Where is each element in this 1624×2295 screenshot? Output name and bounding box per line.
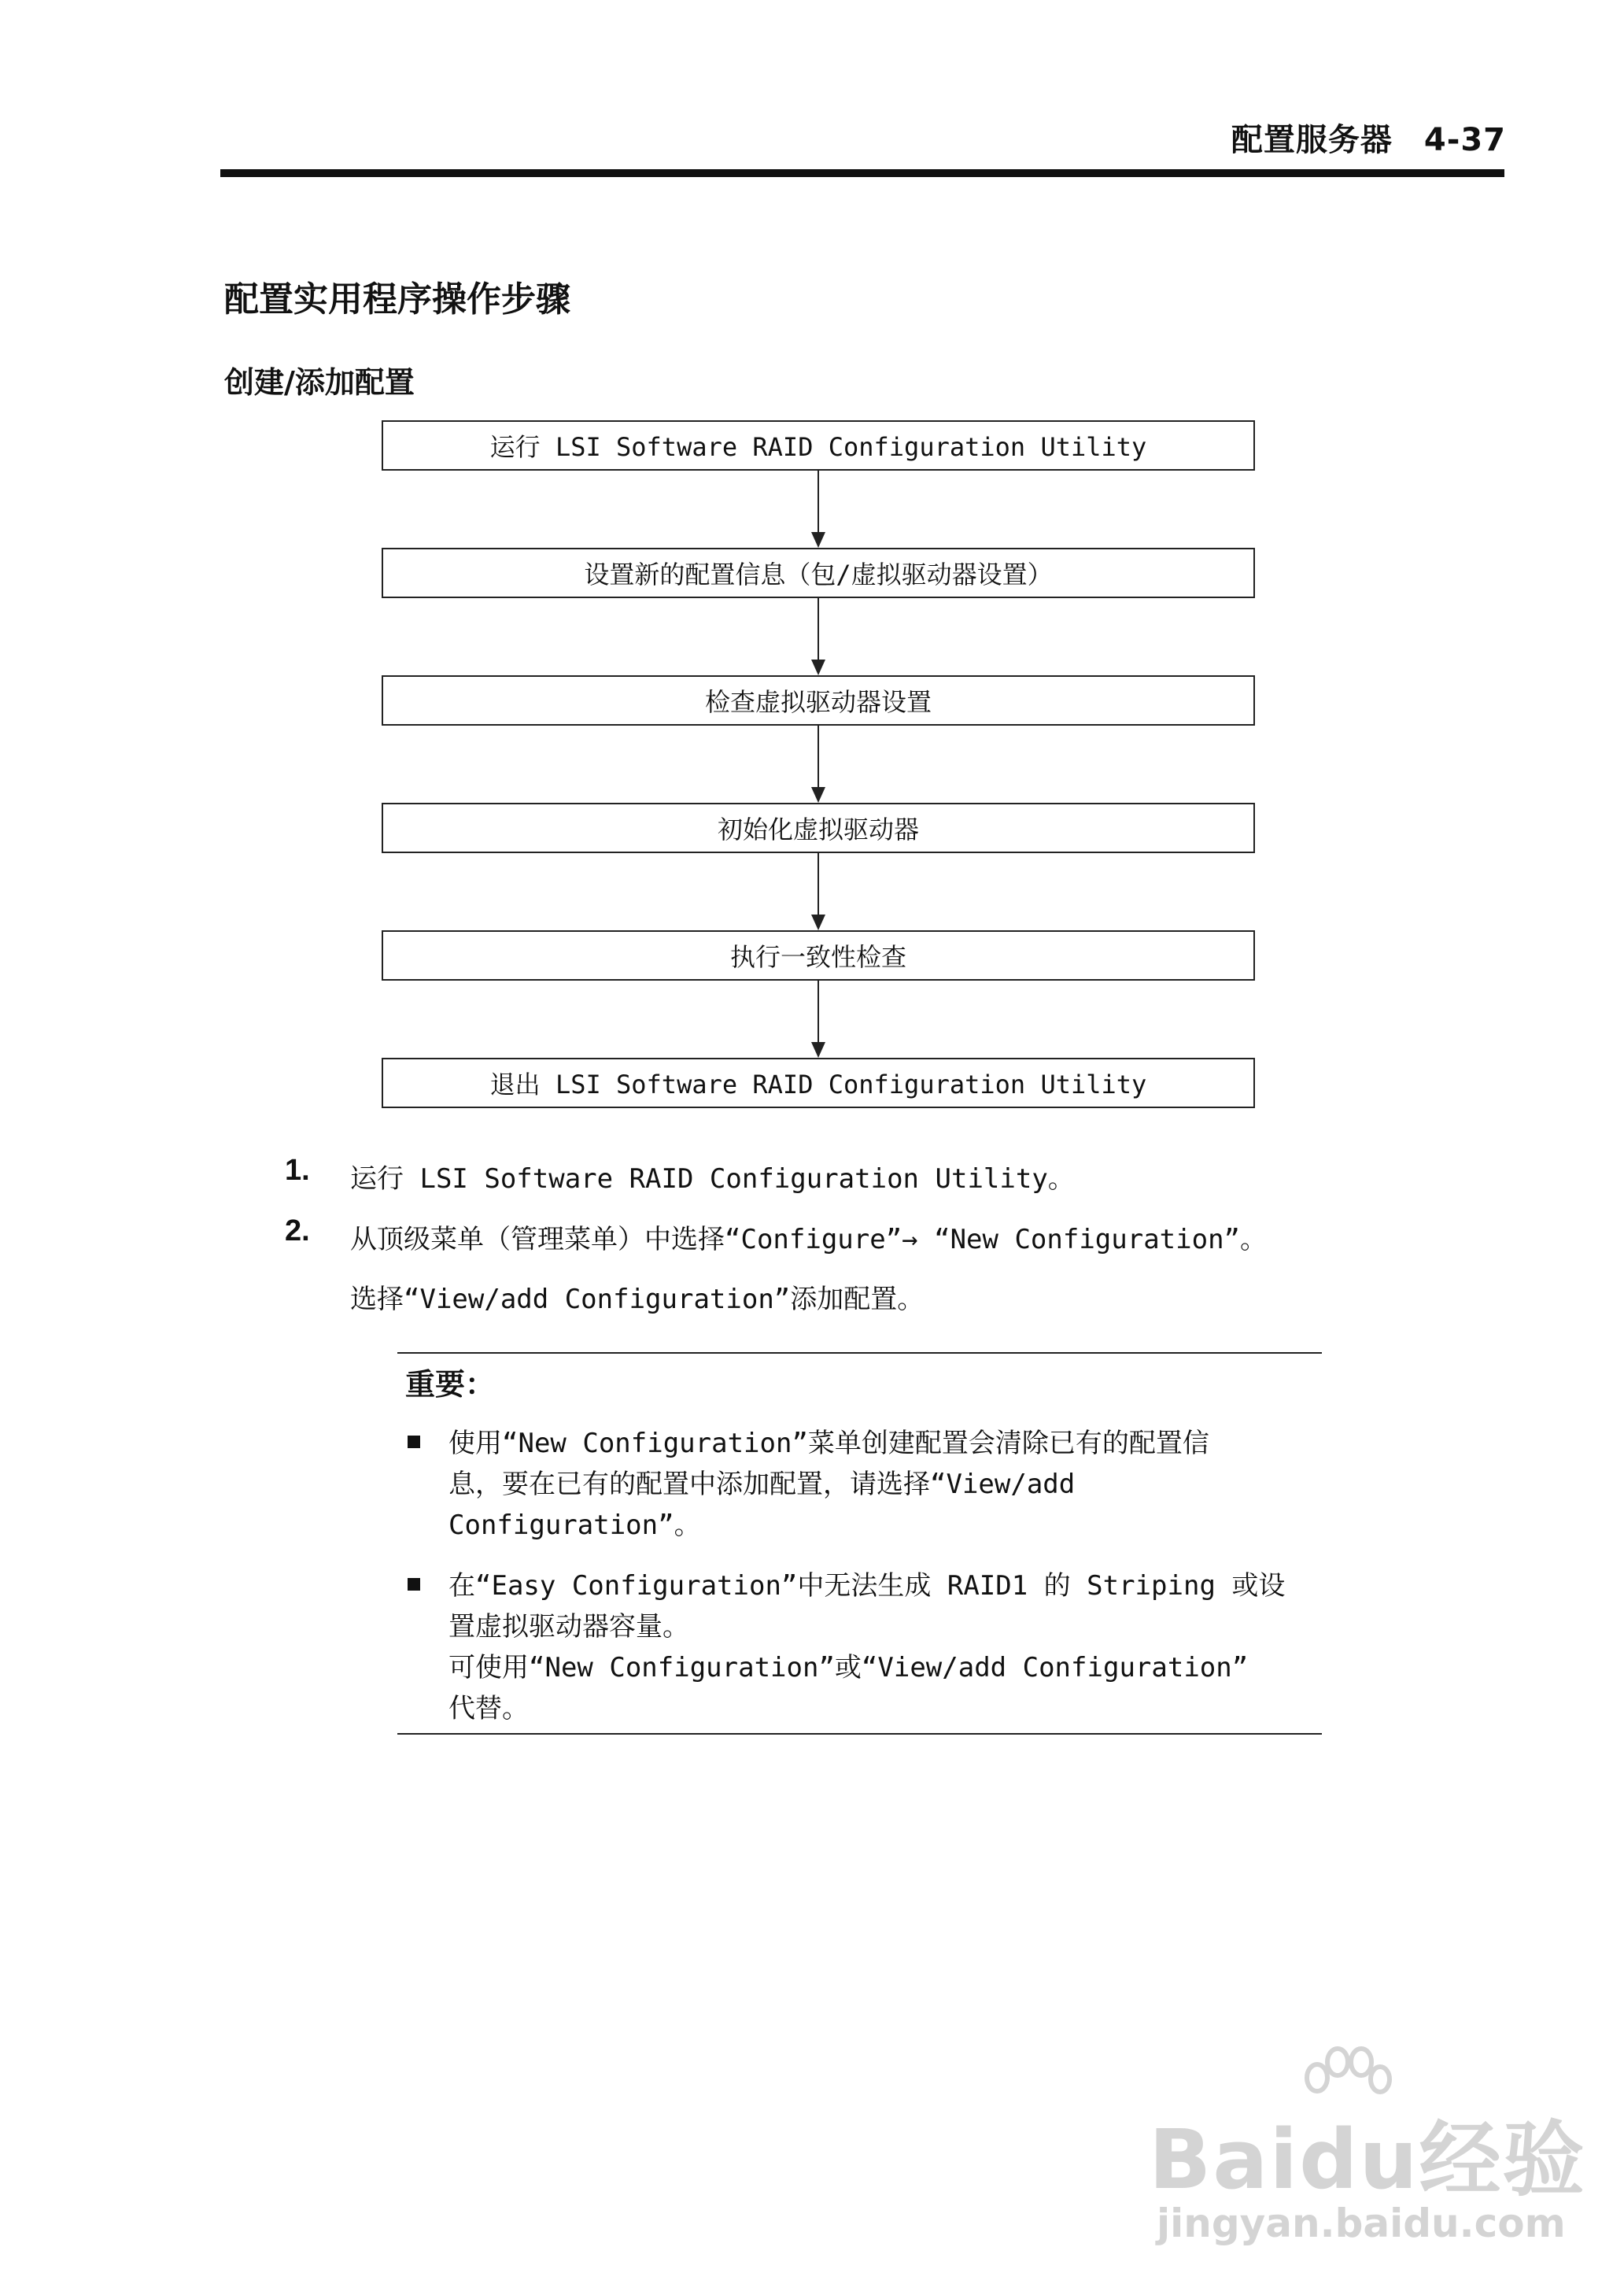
flowchart-step-6: 退出 LSI Software RAID Configuration Utility [382,1058,1255,1108]
note-2-line-1: 在“Easy Configuration”中无法生成 RAID1 的 Striping 或设 [448,1570,1286,1602]
baidu-watermark [1149,2046,1586,2251]
flow-arrow-5 [811,981,825,1058]
flowchart-step-1: 运行 LSI Software RAID Configuration Utility [382,420,1255,471]
note-bullet-2 [408,1578,420,1591]
note-top-rule [397,1352,1322,1354]
watermark-logo-text: Baidu经验 [1149,2112,1586,2208]
step-1-text: 运行 LSI Software RAID Configuration Utility。 [350,1163,1075,1195]
flowchart-step-3: 检查虚拟驱动器设置 [382,675,1255,726]
page-header [1231,115,1506,160]
section-title: 配置实用程序操作步骤 [224,279,570,320]
subsection-title: 创建/添加配置 [224,365,415,400]
note-1-line-3: Configuration”。 [448,1510,701,1541]
note-bottom-rule [397,1733,1322,1735]
step-2-number: 2. [285,1214,310,1247]
watermark-url: jingyan.baidu.com [1157,2201,1566,2246]
step-2-continuation: 选择“View/add Configuration”添加配置。 [350,1284,925,1315]
page-number: 4-37 [1423,122,1506,158]
flowchart-step-2: 设置新的配置信息（包/虚拟驱动器设置） [382,548,1255,598]
note-2-line-3: 可使用“New Configuration”或“View/add Configuration” [448,1652,1249,1683]
note-1-line-1: 使用“New Configuration”菜单创建配置会清除已有的配置信 [448,1428,1209,1459]
flowchart-step-5: 执行一致性检查 [382,930,1255,981]
flow-arrow-3 [811,726,825,803]
flowchart-step-4: 初始化虚拟驱动器 [382,803,1255,853]
flow-arrow-2 [811,598,825,675]
note-2-line-2: 置虚拟驱动器容量。 [448,1611,689,1643]
note-2-line-4: 代替。 [448,1693,529,1724]
header-rule [220,169,1504,177]
flow-arrow-4 [811,853,825,930]
step-2-text: 从顶级菜单（管理菜单）中选择“Configure”→ “New Configuration”。 [350,1224,1268,1255]
flow-arrow-1 [811,471,825,548]
note-title: 重要： [405,1367,496,1402]
chapter-title: 配置服务器 [1231,122,1393,158]
step-1-number: 1. [285,1154,310,1187]
note-bullet-1 [408,1436,420,1448]
note-1-line-2: 息，要在已有的配置中添加配置，请选择“View/add [448,1469,1076,1500]
